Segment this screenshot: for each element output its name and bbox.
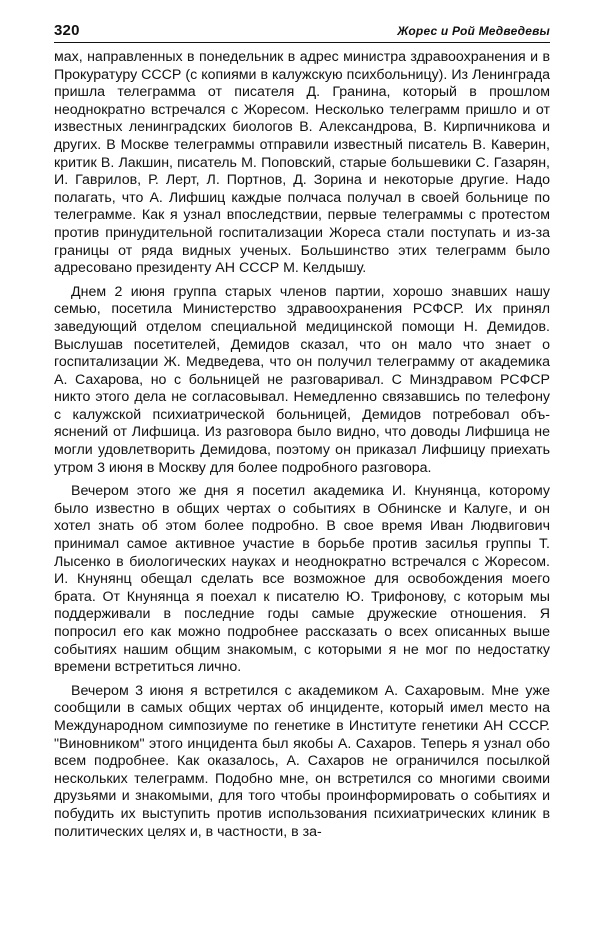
paragraph-4: Вечером 3 июня я встретился с академиком А. Сахаровым. Мне уже сообщили в самых общих чертах об инциденте, который имел место на Международном симпозиуме по генетике в Институте генетики АН СССР. "Виновником" этого инцидента был якобы А. Сахаров. Теперь я узнал обо всем подробнее. Как оказалось, А. Сахаров не ограничился посылкой нескольких телеграмм. Подобно мне, он встретился со многими своими друзьями и знакомыми, для того чтобы проинформировать о событиях и побудить их выступить против использования психиатрических клиник в политических целях и, в частности, в за-	[54, 682, 550, 840]
paragraph-2: Днем 2 июня группа старых членов партии, хорошо знавших нашу семью, посетила Министерство здравоохранения РСФСР. Их принял заведующий отделом специальной медицинской помощи Н. Демидов. Выслушав посетителей, Демидов сказал, что он мало что знает о госпитализации Ж. Медведева, что он получил телеграмму от академика А. Сахарова, но с больницей не разговаривал. С Минздравом РСФСР никто этого дела не согласовывал. Немедленно связавшись по телефону с калужской психиатрической больницей, Демидов потребовал объяснений от Лифшица. Из разговора было видно, что доводы Лифшица не могли удовлетворить Демидова, поэтому он приказал Лифшицу приехать утром 3 июня в Москву для более подробного разговора.	[54, 283, 550, 476]
body-text	[54, 49, 550, 841]
paragraph-3: Вечером этого же дня я посетил академика И. Кнунянца, которому было известно в общих чертах о событиях в Обнинске и Калуге, и он хотел знать об этом более подробно. В свое время Иван Людвигович принимал самое активное участие в борьбе против засилья группы Т. Лысенко в биологических науках и неоднократно встречался с Жоресом. И. Кнунянц обещал сделать все возможное для освобождения моего брата. От Кнунянца я поехал к писателю Ю. Трифонову, с которым мы поддерживали в последние годы самые дружеские отношения. Я попросил его как можно подробнее рассказать о всех описанных выше событиях нашим общим знакомым, с которыми я не мог по недостатку времени встретиться лично.	[54, 483, 550, 676]
running-header	[54, 22, 550, 43]
book-page	[54, 22, 550, 847]
running-title: Жорес и Рой Медведевы	[397, 24, 550, 38]
paragraph-1: мах, направленных в понедельник в адрес министра здравоохранения и в Прокуратуру СССР (с копиями в калужскую психбольницу). Из Ленинграда пришла телеграмма от писателя Д. Гранина, который в прошлом неоднократно встречался с Жоресом. Несколько телеграмм пришло и от известных ленинградских биологов В. Александрова, В. Кирпичникова и других. В Москве телеграммы отправили известный писатель В. Каверин, критик В. Лакшин, писатель М. Поповский, старые большевики С. Газарян, И. Гаврилов, Р. Лерт, Л. Портнов, Д. Зорина и некоторые другие. Надо полагать, что А. Лифшиц каждые полчаса получал в своей больнице по телеграмме. Как я узнал впоследствии, первые телеграммы с протестом против принудительной госпитализации Жореса стали поступать и из-за границы от ряда видных ученых. Большинство этих телеграмм было адресовано президенту АН СССР М. Келдышу.	[54, 49, 550, 277]
page-number: 320	[54, 22, 80, 39]
